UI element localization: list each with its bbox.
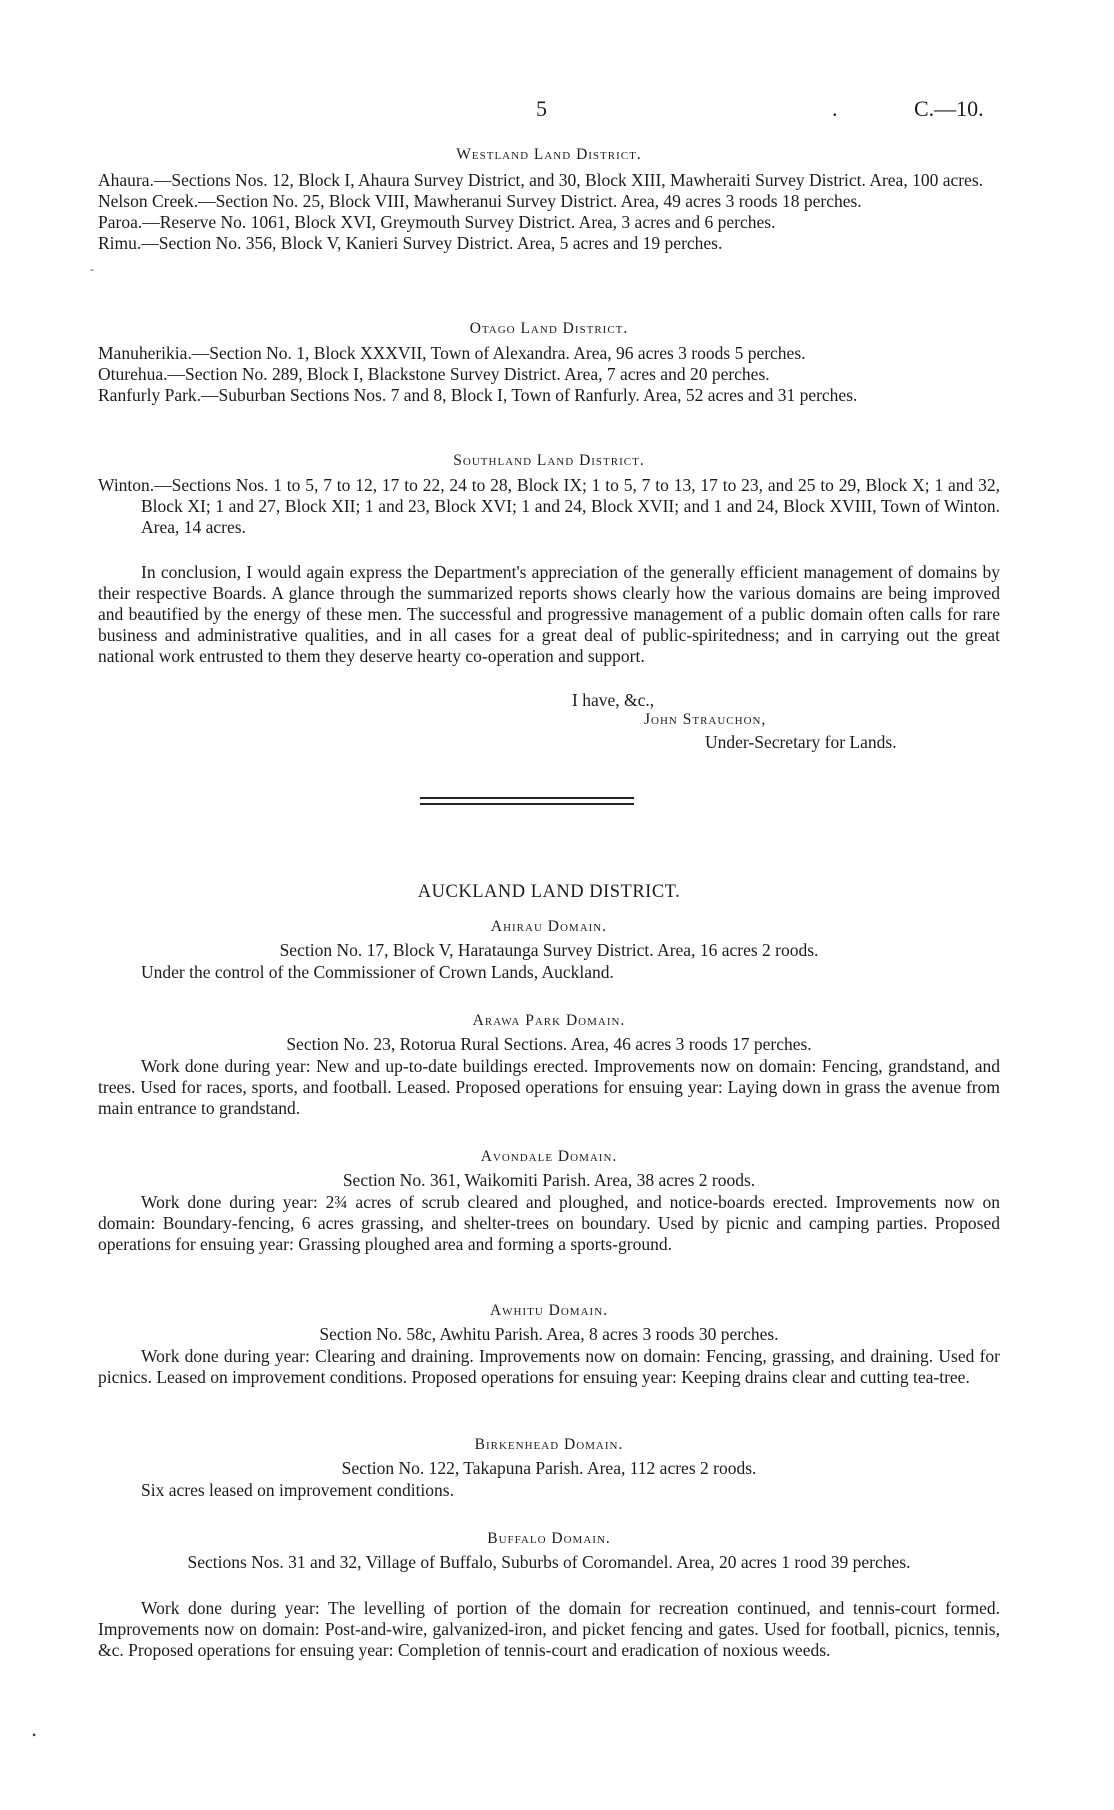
domain-section-ahirau: Section No. 17, Block V, Harataunga Survey District. Area, 16 acres 2 roods. xyxy=(279,940,819,960)
signature-name: John Strauchon, xyxy=(644,711,767,728)
domain-body-avondale: Work done during year: 2¾ acres of scrub cleared and ploughed, and notice-boards erected. Improvements now on domain: Boundary-fencing, 6 acres grassing, and shelter-trees on boundary. Used by picnic and camping parties. Proposed operations for ensuing year: Grassing ploughed area and forming a sports-ground. xyxy=(98,1192,1000,1254)
domain-section-arawa-park: Section No. 23, Rotorua Rural Sections. Area, 46 acres 3 roods 17 perches. xyxy=(286,1034,812,1054)
domain-body-birkenhead: Six acres leased on improvement conditions. xyxy=(141,1480,454,1500)
southland-entries xyxy=(98,475,1000,538)
divider-rule xyxy=(420,803,634,805)
domain-section-birkenhead: Section No. 122, Takapuna Parish. Area, 112 acres 2 roods. xyxy=(341,1458,757,1478)
domain-section-avondale: Section No. 361, Waikomiti Parish. Area, 38 acres 2 roods. xyxy=(342,1170,756,1190)
entry-manuherikia: Manuherikia.—Section No. 1, Block XXXVII, Town of Alexandra. Area, 96 acres 3 roods 5 perches. xyxy=(98,343,806,363)
entry-oturehua: Oturehua.—Section No. 289, Block I, Blackstone Survey District. Area, 7 acres and 20 perches. xyxy=(98,364,770,384)
domain-body-ahirau: Under the control of the Commissioner of Crown Lands, Auckland. xyxy=(141,962,614,982)
entry-ahaura: Ahaura.—Sections Nos. 12, Block I, Ahaura Survey District, and 30, Block XIII, Mawheraiti Survey District. Area, 100 acres. xyxy=(98,170,984,190)
margin-dot: • xyxy=(32,1728,37,1742)
otago-heading: Otago Land District. xyxy=(469,320,629,337)
page-number: 5 xyxy=(536,96,547,121)
domain-heading-arawa-park: Arawa Park Domain. xyxy=(472,1012,626,1029)
signature-title: Under-Secretary for Lands. xyxy=(705,732,897,752)
entry-ranfurly-park: Ranfurly Park.—Suburban Sections Nos. 7 and 8, Block I, Town of Ranfurly. Area, 52 acres and 31 perches. xyxy=(98,385,858,405)
domain-heading-buffalo: Buffalo Domain. xyxy=(487,1530,611,1547)
domain-heading-ahirau: Ahirau Domain. xyxy=(490,918,608,935)
auckland-heading: AUCKLAND LAND DISTRICT. xyxy=(417,882,681,902)
otago-entries xyxy=(98,343,1000,406)
margin-mark: - xyxy=(90,262,94,276)
domain-heading-birkenhead: Birkenhead Domain. xyxy=(474,1436,624,1453)
domain-heading-awhitu: Awhitu Domain. xyxy=(489,1302,609,1319)
westland-entries xyxy=(98,170,1000,254)
entry-nelson-creek: Nelson Creek.—Section No. 25, Block VIII, Mawheranui Survey District. Area, 49 acres 3 roods 18 perches. xyxy=(98,191,862,211)
domain-body-awhitu: Work done during year: Clearing and draining. Improvements now on domain: Fencing, grassing, and draining. Used for picnics. Leased on improvement conditions. Proposed operations for ensuing year: Keeping drains clear and cutting tea-tree. xyxy=(98,1346,1000,1387)
closing-line: I have, &c., xyxy=(572,690,655,710)
domain-body-buffalo: Work done during year: The levelling of portion of the domain for recreation continued, and tennis-court formed. Improvements now on domain: Post-and-wire, galvanized-iron, and picket fencing and gates. Used for football, picnics, tennis, &c. Proposed operations for ensuing year: Completion of tennis-court and eradication of noxious weeds. xyxy=(98,1598,1000,1660)
entry-winton: Winton.—Sections Nos. 1 to 5, 7 to 12, 17 to 22, 24 to 28, Block IX; 1 to 5, 7 to 13, 17 to 23, and 25 to 29, Block X; 1 and 32, Block XI; 1 and 27, Block XII; 1 and 23, Block XVI; 1 and 24, Block XVII; and 1 and 24, Block XVIII, Town of Winton. Area, 14 acres. xyxy=(98,475,1000,537)
domain-section-awhitu: Section No. 58c, Awhitu Parish. Area, 8 acres 3 roods 30 perches. xyxy=(319,1324,779,1344)
conclusion-paragraph: In conclusion, I would again express the Department's appreciation of the generally efficient management of domains by their respective Boards. A glance through the summarized reports shows clearly how the various domains are being improved and beautified by the energy of these men. The successful and progressive management of a public domain often calls for rare business and administrative qualities, and in all cases for a great deal of public-spiritedness; and in carrying out the great national work entrusted to them they deserve hearty co-operation and support. xyxy=(98,562,1000,666)
domain-body-arawa-park: Work done during year: New and up-to-date buildings erected. Improvements now on domain: Fencing, grandstand, and trees. Used for races, sports, and football. Leased. Proposed operations for ensuing year: Laying down in grass the avenue from main entrance to grandstand. xyxy=(98,1056,1000,1118)
southland-heading: Southland Land District. xyxy=(453,452,645,469)
entry-paroa: Paroa.—Reserve No. 1061, Block XVI, Greymouth Survey District. Area, 3 acres and 6 perches. xyxy=(98,212,776,232)
document-reference: C.—10. xyxy=(914,96,984,121)
westland-heading: Westland Land District. xyxy=(456,146,642,163)
entry-rimu: Rimu.—Section No. 356, Block V, Kanieri Survey District. Area, 5 acres and 19 perches. xyxy=(98,233,723,253)
divider-rule xyxy=(420,797,634,799)
header-separator: . xyxy=(832,96,838,121)
domain-section-buffalo: Sections Nos. 31 and 32, Village of Buffalo, Suburbs of Coromandel. Area, 20 acres 1 rood 39 perches. xyxy=(187,1552,911,1572)
domain-heading-avondale: Avondale Domain. xyxy=(480,1148,618,1165)
